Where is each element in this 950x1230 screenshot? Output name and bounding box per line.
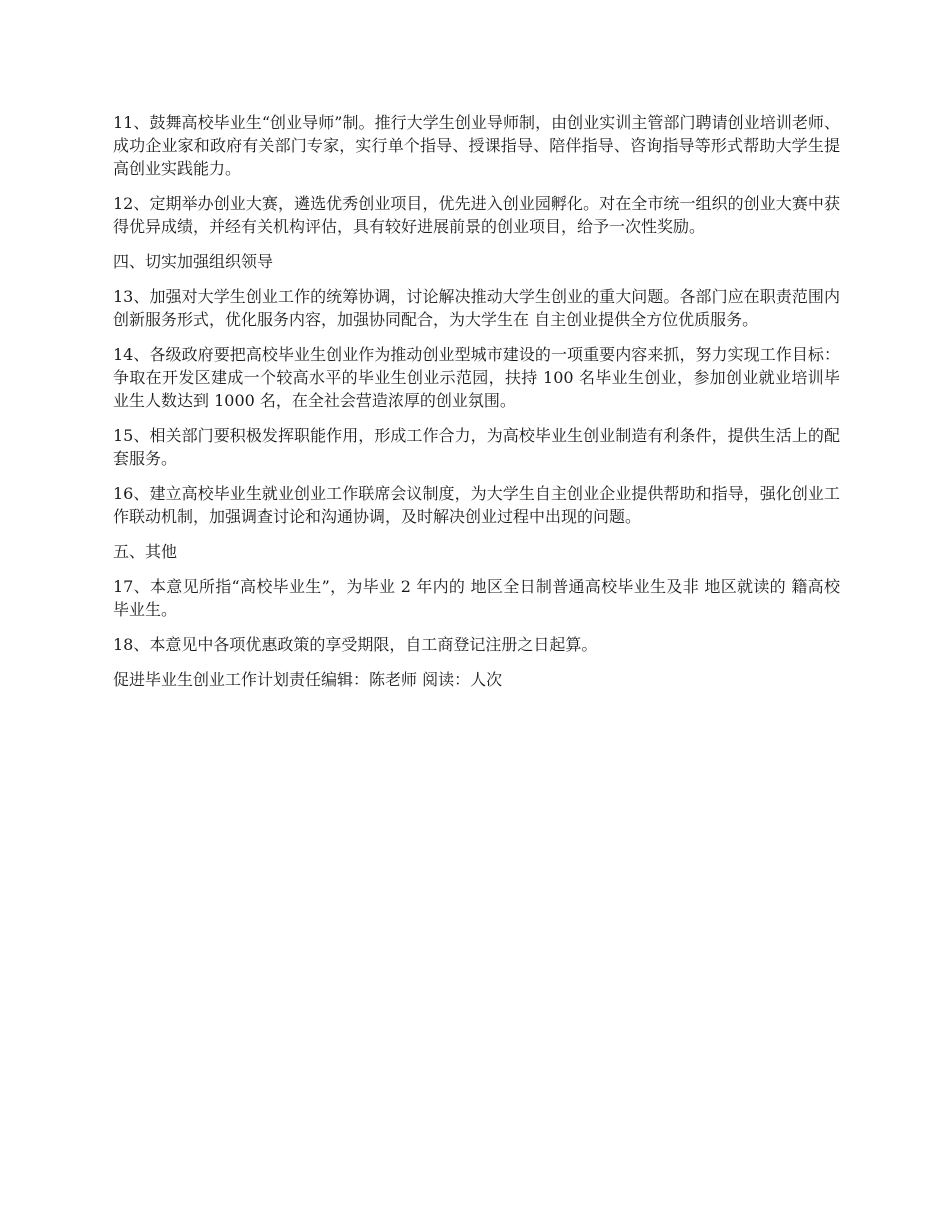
section-heading-4: 四、切实加强组织领导 — [113, 252, 274, 271]
section-heading-5: 五、其他 — [113, 542, 178, 561]
paragraph-item-15: 15、相关部门要积极发挥职能作用，形成工作合力，为高校毕业生创业制造有利条件，提供生活上的配套服务。 — [113, 426, 840, 468]
paragraph-item-13: 13、加强对大学生创业工作的统筹协调，讨论解决推动大学生创业的重大问题。各部门应在职责范围内创新服务形式，优化服务内容，加强协同配合，为大学生在 自主创业提供全方位优质服务。 — [113, 287, 840, 329]
paragraph-item-18: 18、本意见中各项优惠政策的享受期限，自工商登记注册之日起算。 — [113, 635, 598, 654]
editor-footer-line: 促进毕业生创业工作计划责任编辑：陈老师 阅读：人次 — [113, 670, 503, 689]
document-body — [113, 111, 840, 691]
paragraph-item-11: 11、鼓舞高校毕业生“创业导师”制。推行大学生创业导师制，由创业实训主管部门聘请创业培训老师、成功企业家和政府有关部门专家，实行单个指导、授课指导、陪伴指导、咨询指导等形式帮助大学生提高创业实践能力。 — [113, 113, 840, 178]
paragraph-item-17: 17、本意见所指“高校毕业生”，为毕业 2 年内的 地区全日制普通高校毕业生及非 地区就读的 籍高校毕业生。 — [113, 577, 840, 619]
paragraph-item-14: 14、各级政府要把高校毕业生创业作为推动创业型城市建设的一项重要内容来抓，努力实现工作目标：争取在开发区建成一个较高水平的毕业生创业示范园，扶持 100 名毕业生创业，参加创业就业培训毕业生人数达到 1000 名，在全社会营造浓厚的创业氛围。 — [113, 345, 840, 410]
paragraph-item-12: 12、定期举办创业大赛，遴选优秀创业项目，优先进入创业园孵化。对在全市统一组织的创业大赛中获得优异成绩，并经有关机构评估，具有较好进展前景的创业项目，给予一次性奖励。 — [113, 194, 840, 236]
paragraph-item-16: 16、建立高校毕业生就业创业工作联席会议制度，为大学生自主创业企业提供帮助和指导，强化创业工作联动机制，加强调查讨论和沟通协调，及时解决创业过程中出现的问题。 — [113, 484, 840, 526]
